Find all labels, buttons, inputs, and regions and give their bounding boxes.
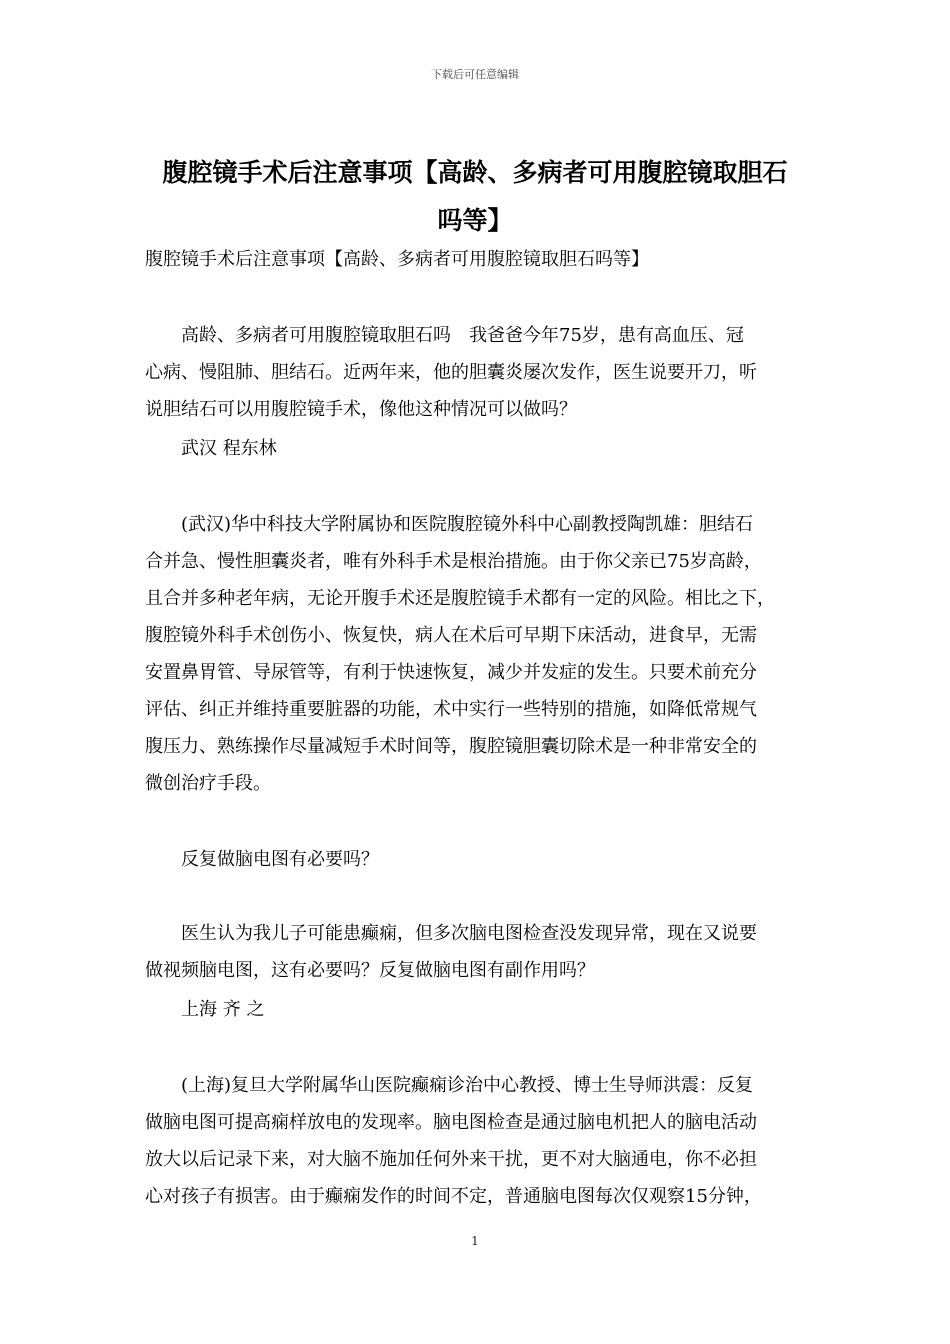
page-header: 下载后可任意编辑: [431, 68, 519, 81]
paragraph-line: 且合并多种老年病，无论开腹手术还是腹腔镜手术都有一定的风险。相比之下，: [145, 588, 775, 609]
paragraph-line: 安置鼻胃管、导尿管等，有利于快速恢复，减少并发症的发生。只要术前充分: [145, 662, 757, 683]
signature-line: 武汉 程东林: [145, 438, 277, 459]
paragraph-line: 心病、慢阻肺、胆结石。近两年来，他的胆囊炎屡次发作，医生说要开刀，听: [145, 362, 757, 383]
paragraph-line: 评估、纠正并维持重要脏器的功能，术中实行一些特别的措施，如降低常规气: [145, 699, 757, 720]
paragraph-line: 腹压力、熟练操作尽量减短手术时间等，腹腔镜胆囊切除术是一种非常安全的: [145, 736, 757, 757]
paragraph-line: (上海)复旦大学附属华山医院癫痫诊治中心教授、博士生导师洪震：反复: [145, 1075, 754, 1096]
paragraph-line: 说胆结石可以用腹腔镜手术，像他这种情况可以做吗？: [145, 399, 577, 420]
paragraph-line: 做脑电图可提高痫样放电的发现率。脑电图检查是通过脑电机把人的脑电活动: [145, 1112, 757, 1133]
subtitle-line: 腹腔镜手术后注意事项【高龄、多病者可用腹腔镜取胆石吗等】: [145, 249, 649, 270]
paragraph-line: 微创治疗手段。: [145, 773, 271, 794]
paragraph-line: 高龄、多病者可用腹腔镜取胆石吗 我爸爸今年75岁，患有高血压、冠: [145, 325, 744, 346]
section-heading: 反复做脑电图有必要吗？: [145, 849, 379, 870]
document-title-line-1: 腹腔镜手术后注意事项【高龄、多病者可用腹腔镜取胆石: [162, 158, 788, 187]
page-number: 1: [471, 1234, 479, 1248]
paragraph-line: 合并急、慢性胆囊炎者，唯有外科手术是根治措施。由于你父亲已75岁高龄，: [145, 551, 762, 572]
signature-line: 上海 齐 之: [145, 999, 265, 1020]
paragraph-line: 放大以后记录下来，对大脑不施加任何外来干扰，更不对大脑通电，你不必担: [145, 1149, 757, 1170]
document-title-line-2: 吗等】: [437, 206, 513, 235]
paragraph-line: 心对孩子有损害。由于癫痫发作的时间不定，普通脑电图每次仅观察15分钟，: [145, 1186, 762, 1207]
paragraph-line: 做视频脑电图，这有必要吗？反复做脑电图有副作用吗？: [145, 960, 595, 981]
paragraph-line: 腹腔镜外科手术创伤小、恢复快，病人在术后可早期下床活动，进食早，无需: [145, 625, 757, 646]
paragraph-line: 医生认为我儿子可能患癫痫，但多次脑电图检查没发现异常，现在又说要: [145, 923, 757, 944]
paragraph-line: (武汉)华中科技大学附属协和医院腹腔镜外科中心副教授陶凯雄：胆结石: [145, 514, 754, 535]
